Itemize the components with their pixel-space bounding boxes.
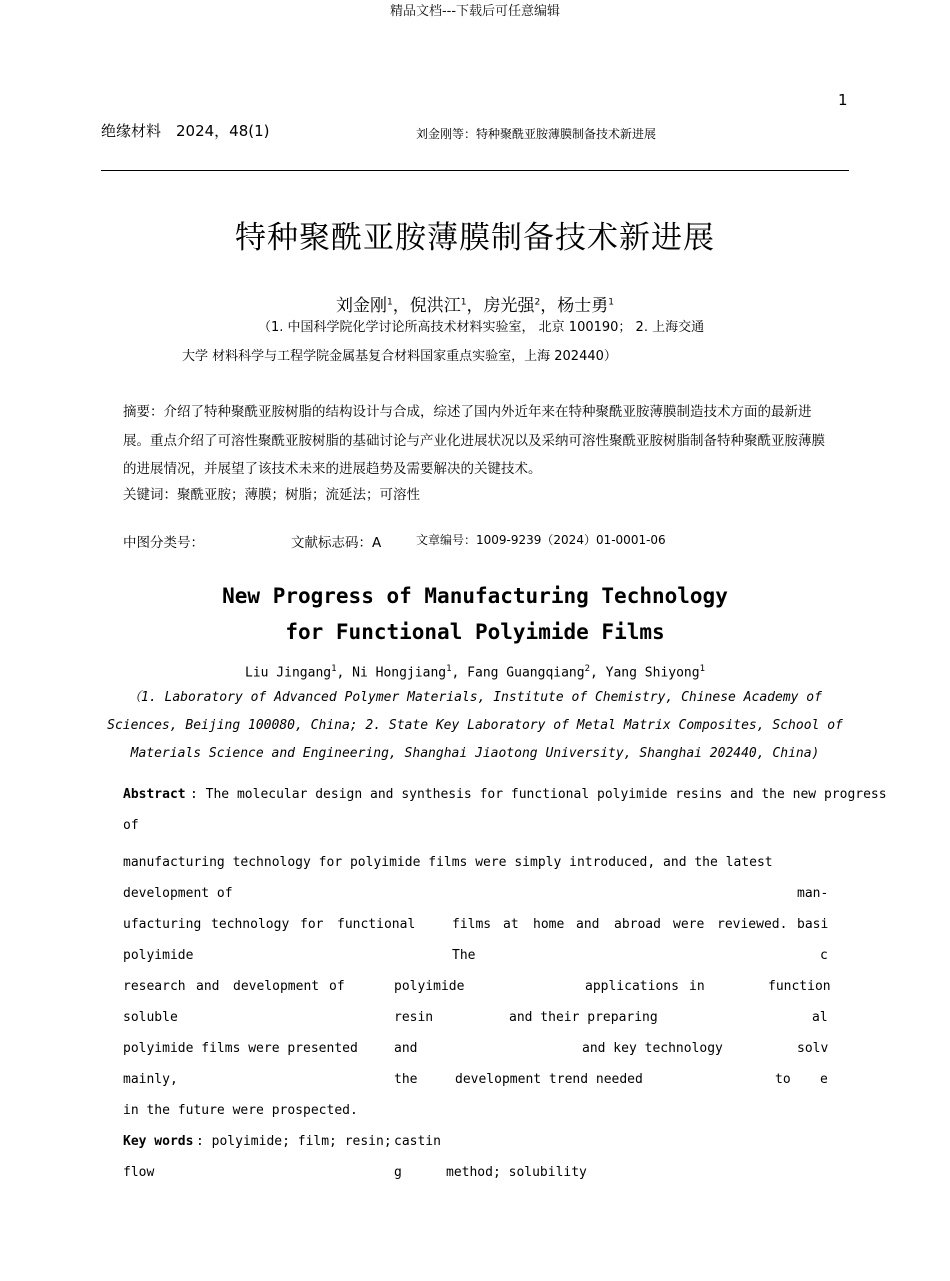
abstract-en-fragment: functional	[337, 917, 416, 932]
keywords-en-label: Key words	[123, 1134, 194, 1149]
abstract-en-fragment: technology	[211, 917, 290, 932]
abstract-en-fragment: in the future were prospected.	[123, 1103, 358, 1118]
keywords-en-fragment: flow	[123, 1165, 155, 1180]
abstract-en-fragment: applications	[585, 979, 679, 994]
abstract-en-fragment: at	[503, 917, 519, 932]
abstract-en-fragment: resin	[394, 1010, 434, 1025]
abstract-en-fragment: polyimide	[123, 948, 194, 963]
abstract-en-fragment: to	[775, 1072, 791, 1087]
abstract-en-fragment: basi	[797, 917, 829, 932]
title-en-line2: for Functional Polyimide Films	[285, 620, 665, 644]
en-author-separator: ,	[590, 665, 606, 681]
abstract-en-fragment: abroad	[614, 917, 661, 932]
journal-citation: 绝缘材料 2024，48(1)	[101, 122, 270, 140]
abstract-en-fragment: The	[452, 948, 476, 963]
zh-author-name: 杨士勇	[557, 296, 609, 316]
keywords-en-fragment: castin	[394, 1134, 441, 1149]
keywords-en-fragment: method; solubility	[446, 1165, 587, 1180]
abstract-en-fragment: : The molecular design and synthesis for functional polyimide resins and the new progress	[190, 787, 887, 802]
abstract-en-fragment: films	[452, 917, 492, 932]
en-author-separator: ,	[336, 665, 353, 681]
abstract-en-fragment: for	[300, 917, 324, 932]
zh-author-separator: ，	[466, 296, 484, 316]
abstract-en-fragment: and	[576, 917, 600, 932]
watermark-text: 精品文档---下载后可任意编辑	[389, 4, 561, 19]
abstract-en-fragment: and their preparing	[509, 1010, 658, 1025]
abstract-en-fragment: development	[233, 979, 320, 994]
affiliation-en-line3: Materials Science and Engineering, Shanghai Jiaotong University, Shanghai 202440, China)	[130, 746, 820, 761]
abstract-en-fragment: soluble	[123, 1010, 178, 1025]
affiliation-en	[0, 684, 950, 768]
abstract-en-fragment: function	[768, 979, 831, 994]
abstract-en-fragment: man-	[797, 886, 829, 901]
title-en-line1: New Progress of Manufacturing Technology	[222, 584, 728, 608]
abstract-en-fragment: ufacturing	[123, 917, 202, 932]
keywords-en-fragment: g	[394, 1165, 402, 1180]
abstract-en-fragment: polyimide films were presented	[123, 1041, 358, 1056]
zh-author-separator: ，	[540, 296, 558, 316]
abstract-en-fragment: research	[123, 979, 186, 994]
en-author-affiliation-mark: 1	[331, 664, 337, 674]
en-author-name: Yang Shiyong	[605, 665, 700, 681]
abstract-en-fragment: manufacturing technology for polyimide films were simply introduced, and the latest	[123, 855, 773, 870]
keywords-en-fragment: : polyimide; film; resin;	[196, 1134, 392, 1149]
page-number: 1	[838, 91, 848, 109]
abstract-en-fragment: c	[820, 948, 828, 963]
title-zh: 特种聚酰亚胺薄膜制备技术新进展	[235, 220, 715, 256]
en-author-name: Fang Guangqiang	[467, 665, 585, 681]
zh-author-affiliation-mark: 2	[534, 297, 541, 308]
affiliation-en-line1: （1. Laboratory of Advanced Polymer Materials, Institute of Chemistry, Chinese Academy of	[128, 690, 822, 705]
zh-author-affiliation-mark: 1	[608, 297, 614, 308]
abstract-en-fragment: solv	[797, 1041, 829, 1056]
authors-en	[0, 664, 950, 680]
authors-zh	[0, 291, 950, 316]
abstract-en-fragment: of	[329, 979, 345, 994]
affiliation-en-line2: Sciences, Beijing 100080, China; 2. State Key Laboratory of Metal Matrix Composites, School of	[107, 718, 843, 733]
abstract-en-fragment: reviewed.	[717, 917, 788, 932]
abstract-en-fragment: mainly,	[123, 1072, 178, 1087]
abstract-en-label: Abstract	[123, 787, 186, 802]
keywords-zh: 关键词：聚酰亚胺；薄膜；树脂；流延法；可溶性	[123, 487, 420, 503]
title-en	[0, 578, 950, 650]
zh-author-separator: ，	[392, 296, 410, 316]
zh-author-affiliation-mark: 1	[387, 297, 393, 308]
running-title: 刘金刚等：特种聚酰亚胺薄膜制备技术新进展	[416, 127, 657, 141]
article-number: 文章编号：1009-9239（2024）01-0001-06	[416, 533, 666, 547]
affiliation-zh-line2: 大学 材料科学与工程学院金属基复合材料国家重点实验室，上海 202440）	[182, 349, 617, 364]
zh-author-affiliation-mark: 1	[460, 297, 467, 308]
zh-author-name: 房光强	[483, 296, 535, 316]
abstract-en-fragment: were	[673, 917, 705, 932]
en-author-affiliation-mark: 1	[446, 664, 452, 674]
zh-author-name: 倪洪江	[409, 296, 461, 316]
abstract-en-fragment: and key technology	[582, 1041, 723, 1056]
abstract-en-fragment: in	[689, 979, 705, 994]
abstract-en-fragment: and	[394, 1041, 418, 1056]
en-author-affiliation-mark: 2	[584, 664, 590, 674]
zh-author-name: 刘金刚	[336, 296, 388, 316]
abstract-en-fragment: of	[123, 818, 139, 833]
abstract-en-fragment: development of	[123, 886, 233, 901]
en-author-affiliation-mark: 1	[699, 664, 705, 674]
abstract-en-fragment: al	[812, 1010, 828, 1025]
abstract-en-fragment: e	[820, 1072, 828, 1087]
en-author-name: Ni Hongjiang	[352, 665, 447, 681]
en-author-name: Liu Jingang	[245, 665, 332, 681]
en-author-separator: ,	[451, 665, 468, 681]
abstract-en-fragment: the	[394, 1072, 418, 1087]
clc-number: 中图分类号：	[123, 535, 204, 551]
affiliation-zh-line1: （1. 中国科学院化学讨论所高技术材料实验室， 北京 100190； 2. 上海交通	[258, 320, 705, 335]
header-rule	[101, 170, 849, 171]
abstract-en-fragment: and	[196, 979, 220, 994]
document-code: 文献标志码：A	[291, 535, 382, 551]
abstract-en-fragment: home	[533, 917, 565, 932]
abstract-en-fragment: polyimide	[394, 979, 465, 994]
abstract-zh: 摘要：介绍了特种聚酰亚胺树脂的结构设计与合成，综述了国内外近年来在特种聚酰亚胺薄膜制造技术方面的最新进展。重点介绍了可溶性聚酰亚胺树脂的基础讨论与产业化进展状况以及采纳可溶性聚酰亚胺树脂制备特种聚酰亚胺薄膜的进展情况，并展望了该技术未来的进展趋势及需要解决的关键技术。	[123, 404, 825, 477]
abstract-en-fragment: development trend needed	[455, 1072, 643, 1087]
